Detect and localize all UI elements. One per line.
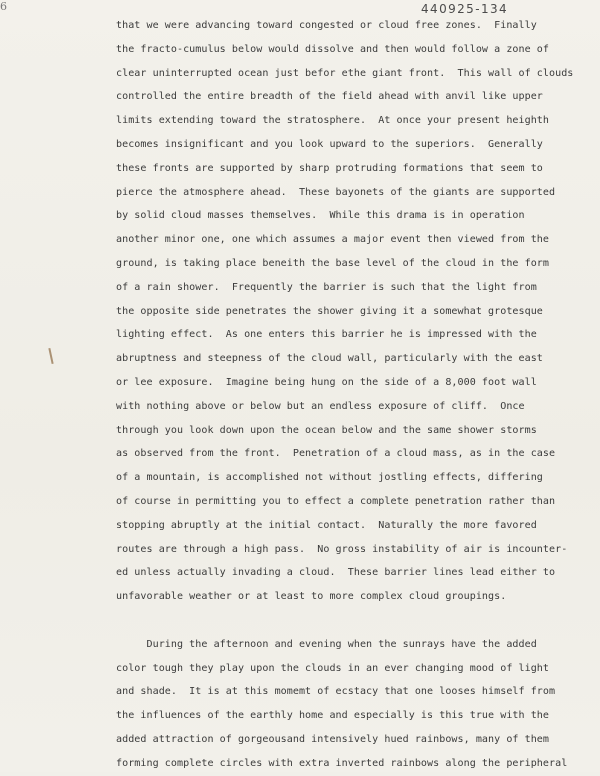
text-line: of a rain shower. Frequently the barrier is such that the light from bbox=[116, 281, 537, 293]
text-line: stopping abruptly at the initial contact. Naturally the more favored bbox=[116, 519, 537, 531]
text-line: of course in permitting you to effect a complete penetration rather than bbox=[116, 495, 556, 507]
text-line: clear uninterrupted ocean just befor ethe giant front. This wall of clouds bbox=[116, 67, 574, 79]
text-line: with nothing above or below but an endless exposure of cliff. Once bbox=[116, 400, 525, 412]
text-line: and shade. It is at this momemt of ecstacy that one looses himself from bbox=[116, 686, 556, 698]
margin-pencil-mark bbox=[48, 348, 53, 364]
text-line: routes are through a high pass. No gross instability of air is incounter- bbox=[116, 543, 568, 555]
text-line: forming complete circles with extra inverted rainbows along the peripheral bbox=[116, 757, 568, 769]
text-line: by solid cloud masses themselves. While this drama is in operation bbox=[116, 210, 525, 222]
text-line: added attraction of gorgeousand intensively hued rainbows, many of them bbox=[116, 733, 550, 745]
text-line: controlled the entire breadth of the field ahead with anvil like upper bbox=[116, 91, 543, 103]
text-line: ground, is taking place beneith the base level of the cloud in the form bbox=[116, 257, 550, 269]
blank-line bbox=[116, 609, 596, 633]
text-line: becomes insignificant and you look upward to the superiors. Generally bbox=[116, 138, 543, 150]
text-line: as observed from the front. Penetration of a cloud mass, as in the case bbox=[116, 448, 556, 460]
text-line: ed unless actually invading a cloud. These barrier lines lead either to bbox=[116, 567, 556, 579]
text-line: of a mountain, is accomplished not without jostling effects, differing bbox=[116, 472, 543, 484]
text-line: During the afternoon and evening when the sunrays have the added bbox=[116, 638, 537, 650]
text-line: lighting effect. As one enters this barrier he is impressed with the bbox=[116, 329, 537, 341]
text-line: that we were advancing toward congested or cloud free zones. Finally bbox=[116, 20, 537, 31]
text-line: pierce the atmosphere ahead. These bayonets of the giants are supported bbox=[116, 186, 556, 198]
corner-mark: 6 bbox=[0, 0, 7, 13]
text-line: abruptness and steepness of the cloud wall, particularly with the east bbox=[116, 353, 543, 365]
document-id: 440925-134 bbox=[421, 2, 509, 16]
text-line: the fracto-cumulus below would dissolve and then would follow a zone of bbox=[116, 43, 550, 55]
text-line: or lee exposure. Imagine being hung on the side of a 8,000 foot wall bbox=[116, 376, 537, 388]
text-line: the influences of the earthly home and especially is this true with the bbox=[116, 710, 550, 722]
text-line: limits extending toward the stratosphere. At once your present heighth bbox=[116, 115, 550, 127]
typed-body-text bbox=[116, 14, 596, 776]
text-line: unfavorable weather or at least to more complex cloud groupings. bbox=[116, 591, 507, 603]
text-line: these fronts are supported by sharp protruding formations that seem to bbox=[116, 162, 543, 174]
text-line: the opposite side penetrates the shower giving it a somewhat grotesque bbox=[116, 305, 543, 317]
text-line: color tough they play upon the clouds in an ever changing mood of light bbox=[116, 662, 550, 674]
text-line: through you look down upon the ocean below and the same shower storms bbox=[116, 424, 537, 436]
text-line: another minor one, one which assumes a major event then viewed from the bbox=[116, 234, 550, 246]
